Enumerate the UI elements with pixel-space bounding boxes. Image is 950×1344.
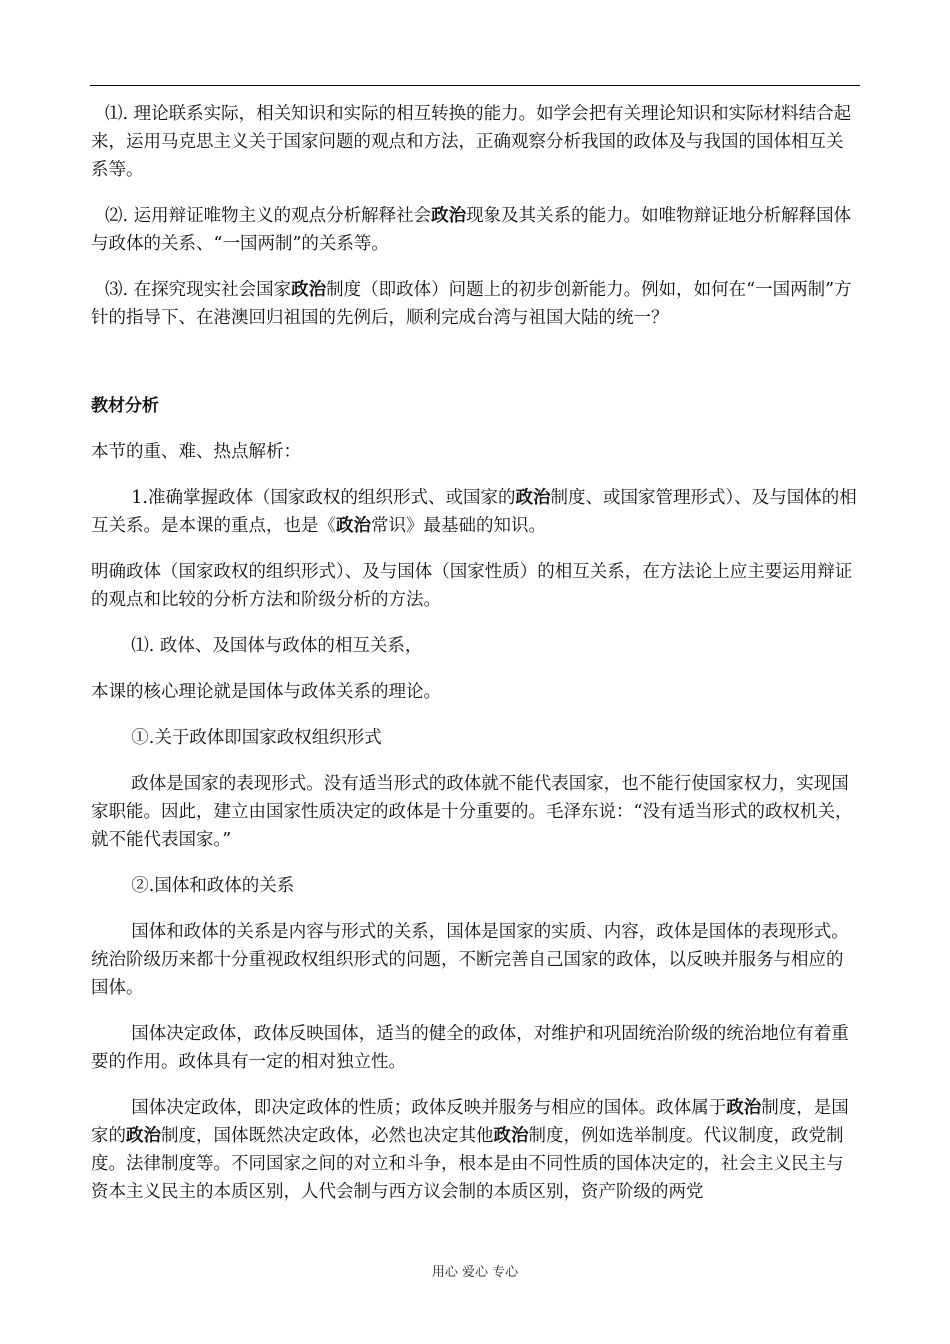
bold-keyword: 政治 [431,206,467,226]
paragraph-subtitle-1: ⑴. 政体、及国体与政体的相互关系， [131,636,423,656]
text: 现象及其关系的能力。如唯物辩证地分析解释国体与政体的关系、“一国两制”的关系等。 [91,206,852,254]
paragraph-polity-form: 政体是国家的表现形式。没有适当形式的政体就不能代表国家，也不能行使国家权力，实现国家职能。因此，建立由国家性质决定的政体是十分重要的。毛泽东说：“没有适当形式的政权机关，就不能代表国家。” [91,774,853,850]
bold-keyword: 政治 [515,488,551,508]
text: 制度、或国家管理形式）、及与国体的相互关系。是本课的重点，也是《 [91,488,857,536]
text: 制度，例如选举制度。代议制度，政党制度。法律制度等。不同国家之间的对立和斗争，根本是由不同性质的国体决定的，社会主义民主与资本主义民主的本质区别，人代会制与西方议会制的本质区别，资产阶级的两党 [91,1126,844,1202]
paragraph-ability-3 [91,276,859,332]
text: 常识》最基础的知识。 [371,516,546,536]
bold-keyword: 政治 [291,280,327,300]
paragraph-system [91,1094,859,1206]
paragraph-method: 明确政体（国家政权的组织形式）、及与国体（国家性质）的相互关系，在方法论上应主要运用辩证的观点和比较的分析方法和阶级分析的方法。 [91,562,853,610]
bold-keyword: 政治 [726,1098,762,1118]
bold-keyword: 政治 [126,1126,161,1146]
paragraph-point-1 [91,484,859,540]
paragraph-ability-1: ⑴. 理论联系实际，相关知识和实际的相互转换的能力。如学会把有关理论知识和实际材料结合起来，运用马克思主义关于国家问题的观点和方法，正确观察分析我国的政体及与我国的国体相互关系等。 [91,104,852,180]
paragraph-determine: 国体决定政体，政体反映国体，适当的健全的政体，对维护和巩固统治阶级的统治地位有着重要的作用。政体具有一定的相对独立性。 [91,1024,849,1072]
text: ⑵. 运用辩证唯物主义的观点分析解释社会 [105,206,432,226]
text: 制度（即政体）问题上的初步创新能力。例如，如何在“一国两制”方针的指导下、在港澳回归祖国的先例后，顺利完成台湾与祖国大陆的统一？ [91,280,852,328]
page-footer: 用心 爱心 专心 [431,1265,519,1280]
text: ⑶. 在探究现实社会国家 [105,280,292,300]
paragraph-intro: 本节的重、难、热点解析： [91,442,301,462]
text: 制度，国体既然决定政体，必然也决定其他 [161,1126,494,1146]
text: 制度，是国家的 [91,1098,849,1146]
bold-keyword: 政治 [493,1126,529,1146]
section-heading: 教材分析 [91,396,159,416]
paragraph-subtitle-2: ①.关于政体即国家政权组织形式 [131,728,382,748]
paragraph-subtitle-3: ②.国体和政体的关系 [131,876,295,896]
bold-keyword: 政治 [336,516,371,536]
paragraph-ability-2 [91,202,859,258]
header-rule [90,85,860,86]
paragraph-relation: 国体和政体的关系是内容与形式的关系，国体是国家的实质、内容，政体是国体的表现形式。统治阶级历来都十分重视政权组织形式的问题，不断完善自己国家的政体，以反映并服务与相应的国体。 [91,922,849,998]
paragraph-core-theory: 本课的核心理论就是国体与政体关系的理论。 [91,682,441,702]
text: 国体决定政体，即决定政体的性质；政体反映并服务与相应的国体。政体属于 [131,1098,727,1118]
document-body [91,100,859,1206]
text: 1.准确掌握政体（国家政权的组织形式、或国家的 [131,488,516,508]
